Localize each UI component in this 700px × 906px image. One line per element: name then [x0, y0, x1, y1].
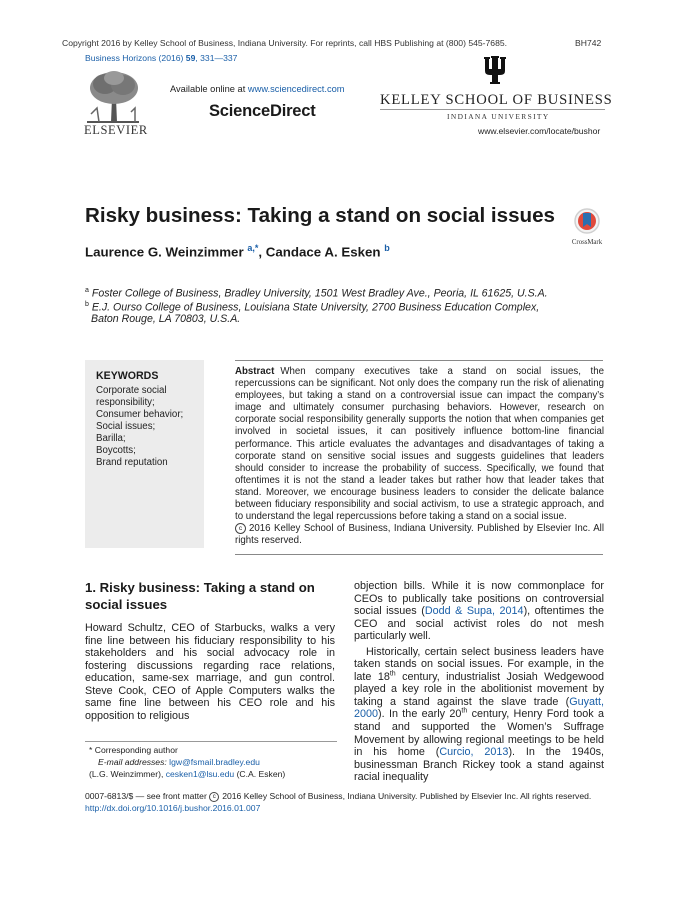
ordinal-superscript: th: [389, 670, 396, 678]
crossmark-icon: [570, 208, 604, 235]
affiliation-mark: b: [85, 301, 89, 308]
keyword: Boycotts;: [96, 445, 136, 456]
elsevier-wordmark: ELSEVIER: [84, 123, 148, 137]
affiliation-mark: a: [85, 287, 89, 294]
body-text: objection bills. While it is now commonplace for CEOs to publically take positions on controversial social issues (: [354, 580, 604, 618]
footer-copyright: 2016 Kelley School of Business, Indiana University. Published by Elsevier Inc. All rights reserved.: [222, 791, 592, 801]
journal-citation[interactable]: [85, 53, 237, 63]
section-heading: 1. Risky business: Taking a stand on social issues: [85, 580, 315, 612]
abstract-copyright: 2016 Kelley School of Business, Indiana University. Published by Elsevier Inc. All rights reserved.: [235, 523, 604, 547]
sciencedirect-logo: ScienceDirect: [209, 102, 316, 120]
keyword: Brand reputation: [96, 457, 168, 468]
indiana-university-trident-icon: [481, 55, 509, 85]
citation-link[interactable]: Dodd & Supa, 2014: [424, 605, 524, 618]
article-title: Risky business: Taking a stand on social issues: [85, 204, 556, 227]
author-list: Laurence G. Weinzimmer $^{a,*}$, Candace A. Esken $^b$: [85, 243, 390, 260]
copyright-icon: c: [235, 523, 246, 534]
front-matter-notice: [85, 791, 591, 802]
keyword: responsibility;: [96, 397, 155, 408]
email-label: E-mail addresses:: [98, 757, 167, 767]
author-name: Laurence G. Weinzimmer: [85, 244, 244, 260]
elsevier-tree-logo: [83, 68, 143, 124]
abstract-label: Abstract: [235, 366, 275, 377]
email-line: [98, 756, 260, 768]
journal-name: Business Horizons (2016): [85, 53, 184, 63]
body-column-right: [354, 580, 604, 784]
body-paragraph: Howard Schultz, CEO of Starbucks, walks a very fine line between his fiduciary responsibility to his stakeholders and his social advocacy role in fostering discussions regarding race relations, education, same-sex marriage, and gun control. Steve Cook, CEO of Apple Computers walks the same fine line between his CEO role and his opposition to religious: [85, 622, 335, 722]
email-author: (L.G. Weinzimmer),: [89, 769, 164, 779]
body-text: ). In the early 20: [378, 708, 462, 721]
corresponding-author-note: * Corresponding author: [89, 745, 178, 755]
doi-link[interactable]: http://dx.doi.org/10.1016/j.bushor.2016.01.007: [85, 803, 261, 813]
abstract: [235, 366, 604, 547]
journal-pages: , 331—337: [195, 53, 238, 63]
journal-url[interactable]: www.elsevier.com/locate/bushor: [478, 126, 601, 136]
author-name: Candace A. Esken: [265, 244, 381, 260]
footnote-rule: [85, 741, 337, 742]
kelley-school-name: KELLEY SCHOOL OF BUSINESS: [380, 92, 613, 108]
email-link[interactable]: lgw@fsmail.bradley.edu: [169, 757, 260, 767]
body-text: Historically, certain select business leaders have taken stands on social issues. For example, in the late 18: [354, 645, 604, 683]
indiana-university-name: INDIANA UNIVERSITY: [447, 112, 550, 121]
available-online: [170, 84, 345, 94]
citation-link[interactable]: Guyatt, 2000: [354, 695, 604, 721]
affiliation-text: E.J. Ourso College of Business, Louisiana State University, 2700 Business Education Complex,: [91, 301, 540, 314]
article-code: BH742: [575, 38, 602, 48]
abstract-text: When company executives take a stand on social issues, the repercussions can be significant. Not only does the company run the risk of alienating employees, but taking a stand on a controversial issue can impact the company’s image and ultimately consumer purchasing behaviors. However, research on corporate social responsibility generally supports the notion that when companies get involved in societal issues, it can positively influence bottom-line financial performance. This article evaluates the advantages and disadvantages of taking a corporate stand on sensitive social issues and suggests guidelines that leaders should consider to increase the probability of success. Specifically, we found that oftentimes it is not the stand a leader takes but rather how that leader takes that stand. Moreover, we encourage business leaders to consider the delicate balance between fiduciary responsibility and social activism, to use a strategic approach, and to understand the legal repercussions before taking a stand on a social issue.: [235, 366, 604, 523]
copyright-notice: Copyright 2016 by Kelley School of Business, Indiana University. For reprints, call HBS Publishing at (800) 545-7685.: [62, 38, 508, 48]
crossmark-badge[interactable]: [570, 208, 604, 244]
keyword: Consumer behavior;: [96, 409, 184, 420]
author-affiliation-mark[interactable]: b: [384, 243, 390, 253]
body-text: ), oftentimes the CEO and social activist roles do not mesh particularly well.: [354, 605, 604, 643]
body-text: ). In the 1940s, businessman Branch Rickey took a stand against racial inequality: [354, 746, 605, 784]
body-text: century, industrialist Josiah Wedgewood played a key role in the abolitionist movement by taking a stand against the slave trade (: [354, 670, 604, 708]
keywords-heading: KEYWORDS: [96, 370, 159, 382]
copyright-icon: c: [209, 792, 219, 802]
body-text: century, Henry Ford took a stand and supported the Women’s Suffrage Movement by allowing regional meetings to be held in his home (: [354, 708, 604, 759]
author-affiliation-mark[interactable]: a,*: [247, 243, 259, 253]
journal-volume: 59: [185, 53, 196, 63]
crossmark-label: CrossMark: [571, 239, 603, 246]
citation-link[interactable]: Curcio, 2013: [439, 746, 509, 759]
email-link[interactable]: cesken1@lsu.edu: [165, 769, 235, 779]
keyword: Social issues;: [96, 421, 156, 432]
body-paragraph: [354, 646, 604, 784]
affiliation-text: Foster College of Business, Bradley University, 1501 West Bradley Ave., Peoria, IL 61625, U.S.A.: [91, 287, 548, 300]
abstract-bottom-rule: [235, 554, 603, 555]
body-paragraph: [354, 580, 604, 643]
email-author: (C.A. Esken): [236, 769, 286, 779]
keyword: Barilla;: [96, 433, 126, 444]
affiliation-b-line2: Baton Rouge, LA 70803, U.S.A.: [91, 313, 241, 325]
abstract-top-rule: [235, 360, 603, 361]
available-online-label: Available online at: [170, 84, 248, 94]
keyword: Corporate social: [96, 385, 167, 396]
email-line-2: [89, 768, 285, 780]
kelley-divider: [380, 109, 605, 110]
ordinal-superscript: th: [461, 707, 468, 715]
sciencedirect-link[interactable]: www.sciencedirect.com: [247, 84, 345, 94]
issn-text: 0007-6813/$ — see front matter: [85, 791, 207, 801]
body-column-left: [85, 622, 335, 722]
